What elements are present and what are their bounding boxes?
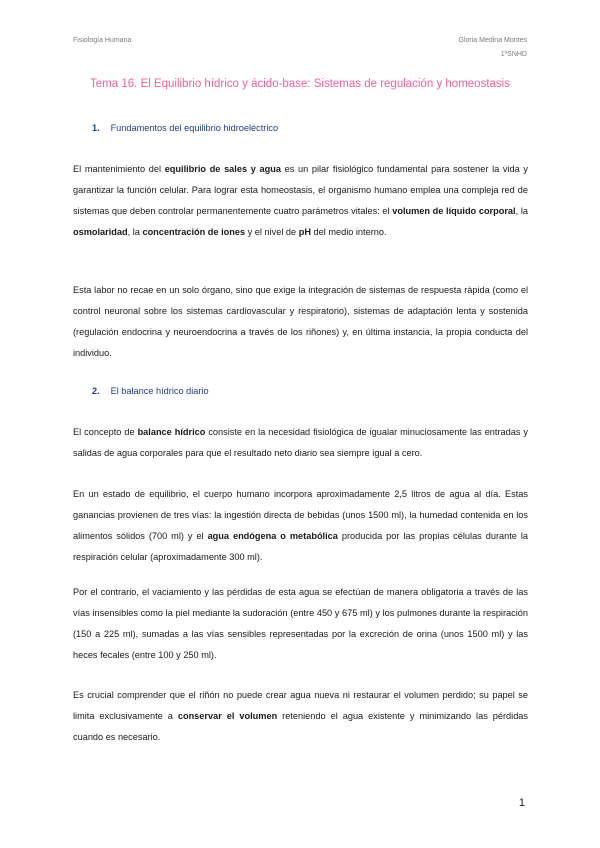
text-run: Por el contrario, el vaciamiento y las pérdidas de esta agua se efectúan de manera obligatoria a través de las vías insensibles como la piel mediante la sudoración (entre 450 y 675 ml) y los pulmones durante la respiración (150 a 225 ml), sumadas a las vías sensibles representadas por la excreción de orina (unos 1500 ml) y las heces fecales (entre 100 y 250 ml). [73,587,528,660]
bold-term: pH [298,227,311,237]
running-header-author [459,34,527,62]
section-number: 1. [92,123,100,133]
text-run: Es crucial comprender que el riñón no puede crear agua nueva ni restaurar el volumen perdido; su papel se limita exclusivamente a [73,690,528,721]
text-run: El mantenimiento del [73,164,165,174]
text-run: , la [515,206,528,216]
bold-term: osmolaridad [73,227,128,237]
author-name: Gloria Medina Montes [458,37,527,44]
bold-term: agua endógena o metabólica [207,531,338,541]
paragraph [73,422,528,464]
paragraph [73,685,528,748]
bold-term: concentración de iones [142,227,246,237]
section-heading-1 [92,123,278,133]
paragraph [73,280,528,364]
text-run: y el nivel de [245,227,299,237]
page-number: 1 [518,797,525,809]
paragraph [73,582,528,666]
text-run: El concepto de [73,427,138,437]
running-header-subject: Fisiología Humana [73,37,132,44]
bold-term: equilibrio de sales y agua [164,164,281,174]
section-heading-2 [92,386,209,396]
text-run: reteniendo el agua existente y minimizando las pérdidas cuando es necesario. [73,711,529,742]
section-number: 2. [92,386,100,396]
text-run: Esta labor no recae en un solo órgano, sino que exige la integración de sistemas de respuesta rápida (como el control neuronal sobre los sistemas cardiovascular y respiratorio), sistemas de adaptación lenta y sostenida (regulación endocrina y neuroendocrina a través de los riñones) y, en última instancia, la propia conducta del individuo. [73,285,528,358]
text-run: En un estado de equilibrio, el cuerpo humano incorpora aproximadamente 2,5 litros de agua al día. Estas ganancias provienen de tres vías: la ingestión directa de bebidas (unos 1500 ml), la humedad contenida en los alimentos sólidos (700 ml) y el [73,489,528,541]
bold-term: conservar el volumen [177,711,278,721]
paragraph [73,159,528,243]
text-run: producida por las propias células durante la respiración celular (aproximadamente 300 ml). [73,531,528,562]
document-title: Tema 16. El Equilibrio hídrico y ácido-base: Sistemas de regulación y homeostasis [90,78,510,90]
bold-term: balance hídrico [137,427,206,437]
text-run: consiste en la necesidad fisiológica de igualar minuciosamente las entradas y salidas de agua corporales para que el resultado neto diario sea siempre igual a cero. [73,427,529,458]
section-title: Fundamentos del equilibrio hidroeléctrico [110,123,279,133]
bold-term: volumen de líquido corporal [392,206,516,216]
author-group: 1ºSNHD [500,51,527,58]
paragraph [73,484,528,568]
text-run: es un pilar fisiológico fundamental para sostener la vida y garantizar la función celular. Para lograr esta homeostasis, el organismo humano emplea una compleja red de sistemas que deben controlar permanentemente cuatro parámetros vitales: el [73,164,528,216]
text-run: del medio interno. [310,227,387,237]
text-run: , la [127,227,143,237]
section-title: El balance hídrico diario [110,386,209,396]
